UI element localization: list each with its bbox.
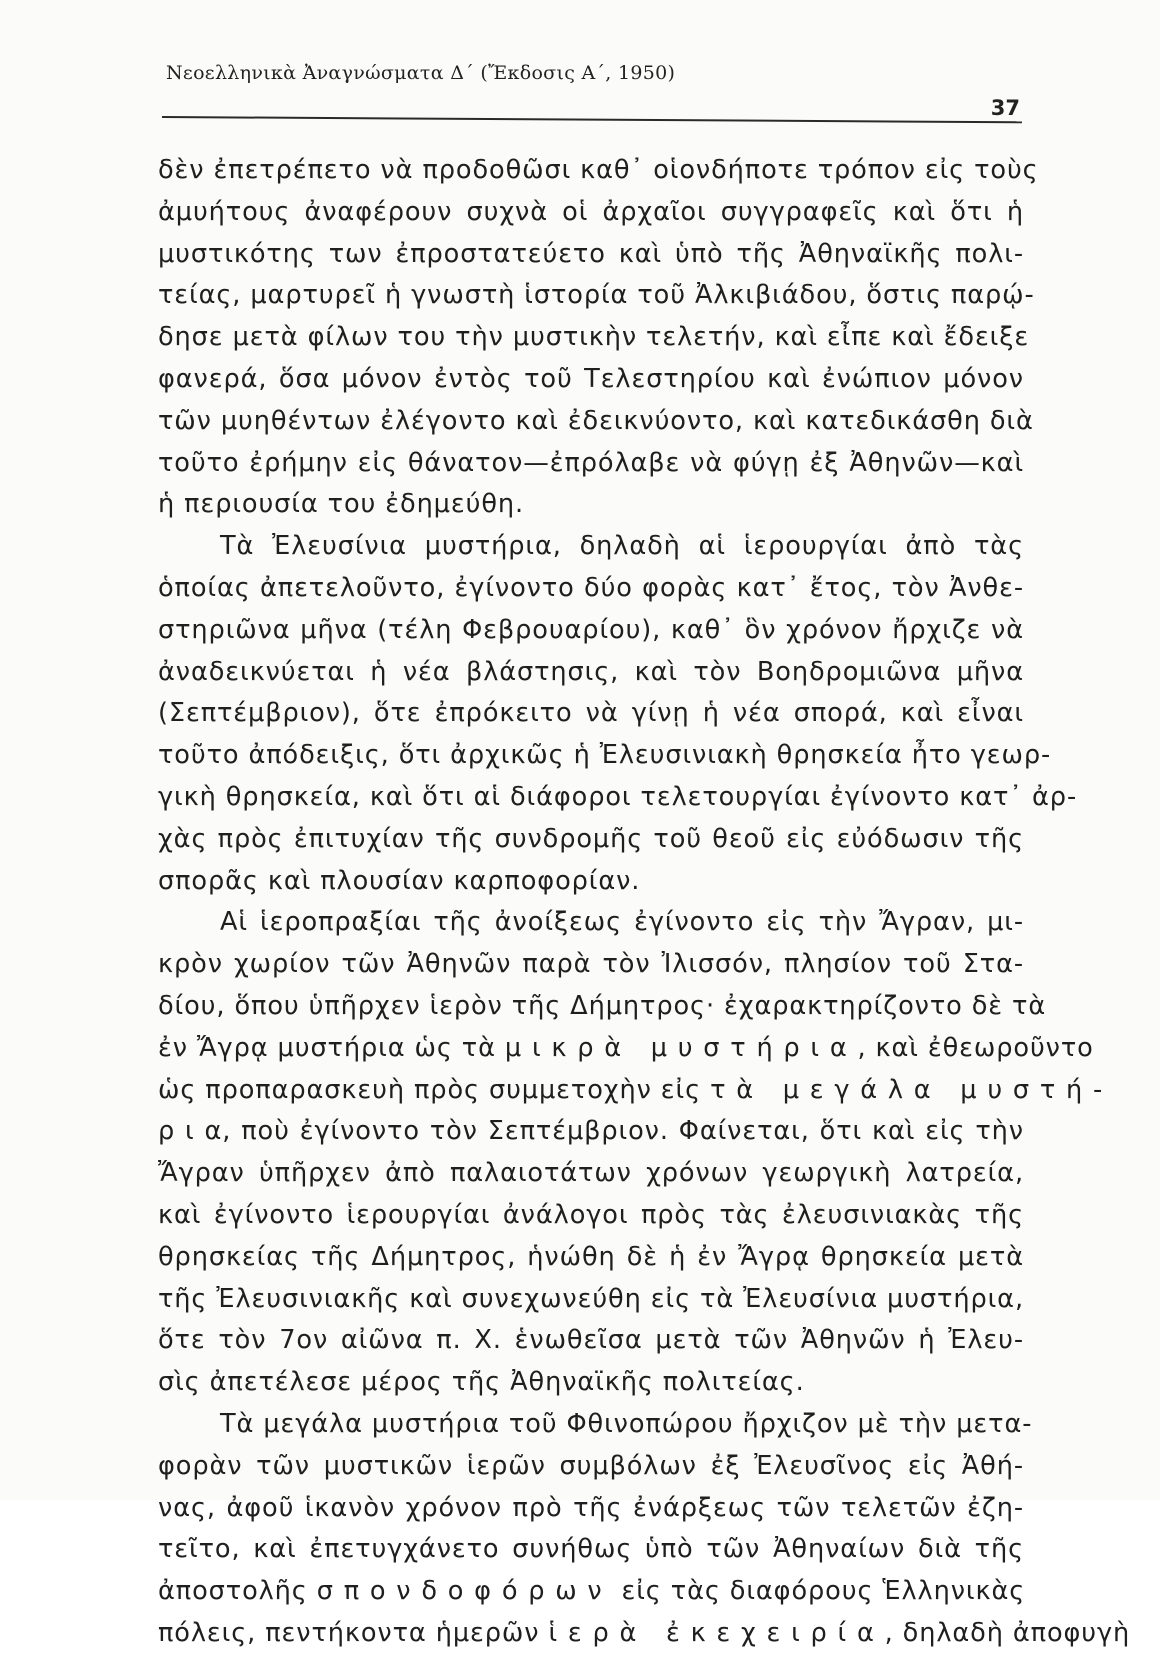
text-line: τοῦτο ἐρήμην εἰς θάνατον—ἐπρόλαβε νὰ φύγῃ ἐξ Ἀθηνῶν—καὶ: [158, 447, 1024, 478]
body-text: [158, 150, 1131, 1655]
text-line: κρὸν χωρίον τῶν Ἀθηνῶν παρὰ τὸν Ἰλισσόν, πλησίον τοῦ Στα-: [158, 949, 1024, 980]
text-line: σὶς ἀπετέλεσε μέρος τῆς Ἀθηναϊκῆς πολιτείας.: [158, 1367, 805, 1398]
text-line: θρησκείας τῆς Δήμητρος, ἡνώθη δὲ ἡ ἐν Ἄγρᾳ θρησκεία μετὰ: [158, 1241, 1024, 1272]
text-line-spaced: [158, 1070, 1113, 1112]
text-line: μυστικότης των ἐπροστατεύετο καὶ ὑπὸ τῆς Ἀθηναϊκῆς πολι-: [158, 238, 1024, 269]
line-part: πόλεις, πεντήκοντα ἡμερῶν: [158, 1617, 540, 1648]
line-part: ἀποστολῆς: [158, 1576, 308, 1607]
text-line: Ἄγραν ὑπῆρχεν ἀπὸ παλαιοτάτων χρόνων γεωργικὴ λατρεία,: [158, 1158, 1024, 1189]
text-line: φορὰν τῶν μυστικῶν ἱερῶν συμβόλων ἐξ Ἐλευσῖνος εἰς Ἀθή-: [158, 1450, 1024, 1481]
paragraph-start-line: Τὰ μεγάλα μυστήρια τοῦ Φθινοπώρου ἤρχιζον μὲ τὴν μετα-: [220, 1408, 1033, 1439]
text-line: σπορᾶς καὶ πλουσίαν καρποφορίαν.: [158, 865, 641, 896]
text-line-spaced: [158, 1613, 1131, 1655]
text-line: (Σεπτέμβριον), ὅτε ἐπρόκειτο νὰ γίνῃ ἡ νέα σπορά, καὶ εἶναι: [158, 698, 1024, 729]
text-line: ἡ περιουσία του ἐδημεύθη.: [158, 489, 525, 520]
page-number: 37: [990, 96, 1020, 120]
text-line: τῆς Ἐλευσινιακῆς καὶ συνεχωνεύθη εἰς τὰ Ἐλευσίνια μυστήρια,: [158, 1283, 1024, 1314]
text-line: δίου, ὅπου ὑπῆρχεν ἱερὸν τῆς Δήμητρος· ἐχαρακτηρίζοντο δὲ τὰ: [158, 990, 1047, 1021]
text-line-spaced: [158, 1571, 1024, 1613]
text-line: ρ ι α, ποὺ ἐγίνοντο τὸν Σεπτέμβριον. Φαίνεται, ὅτι καὶ εἰς τὴν: [158, 1116, 1024, 1147]
text-line: ὅτε τὸν 7ον αἰῶνα π. Χ. ἑνωθεῖσα μετὰ τῶν Ἀθηνῶν ἡ Ἐλευ-: [158, 1325, 1024, 1356]
text-line: ὁποίας ἀπετελοῦντο, ἐγίνοντο δύο φορὰς κατ᾽ ἔτος, τὸν Ἀνθε-: [158, 572, 1024, 603]
text-line: δησε μετὰ φίλων του τὴν μυστικὴν τελετήν, καὶ εἶπε καὶ ἔδειξε: [158, 322, 1030, 353]
text-line: γικὴ θρησκεία, καὶ ὅτι αἱ διάφοροι τελετουργίαι ἐγίνοντο κατ᾽ ἀρ-: [158, 781, 1078, 812]
line-part: , καὶ ἐθεωροῦντο: [857, 1032, 1094, 1063]
text-line-spaced: [158, 1028, 1094, 1070]
text-line: χὰς πρὸς ἐπιτυχίαν τῆς συνδρομῆς τοῦ θεοῦ εἰς εὐόδωσιν τῆς: [158, 823, 1024, 854]
text-line: τοῦτο ἀπόδειξις, ὅτι ἀρχικῶς ἡ Ἐλευσινιακὴ θρησκεία ἦτο γεωρ-: [158, 740, 1052, 771]
spaced-emphasis: τὰ μεγάλα μυστή-: [710, 1074, 1113, 1105]
text-line: τῶν μυηθέντων ἐλέγοντο καὶ ἐδεικνύοντο, καὶ κατεδικάσθη διὰ: [158, 405, 1034, 436]
line-part: ὡς προπαρασκευὴ πρὸς συμμετοχὴν εἰς: [158, 1074, 702, 1105]
spaced-emphasis: μικρὰ μυστήρια: [504, 1032, 858, 1063]
line-part: ἐν Ἄγρᾳ μυστήρια ὡς τὰ: [158, 1032, 496, 1063]
paragraph-start-line: Τὰ Ἐλευσίνια μυστήρια, δηλαδὴ αἱ ἱερουργίαι ἀπὸ τὰς: [220, 531, 1024, 562]
text-line: στηριῶνα μῆνα (τέλη Φεβρουαρίου), καθ᾽ ὃν χρόνον ἤρχιζε νὰ: [158, 614, 1024, 645]
header-rule: [162, 116, 1022, 123]
line-part: , δηλαδὴ ἀποφυγὴ: [884, 1617, 1131, 1648]
text-line: τεῖτο, καὶ ἐπετυγχάνετο συνήθως ὑπὸ τῶν Ἀθηναίων διὰ τῆς: [158, 1534, 1024, 1565]
text-line: ἀμυήτους ἀναφέρουν συχνὰ οἱ ἀρχαῖοι συγγραφεῖς καὶ ὅτι ἡ: [158, 196, 1024, 227]
text-line: τείας, μαρτυρεῖ ἡ γνωστὴ ἱστορία τοῦ Ἀλκιβιάδου, ὅστις παρῴ-: [158, 280, 1035, 311]
text-line: καὶ ἐγίνοντο ἱερουργίαι ἀνάλογοι πρὸς τὰς ἐλευσινιακὰς τῆς: [158, 1199, 1024, 1230]
spaced-emphasis: ἱερὰ ἐκεχειρία: [548, 1617, 885, 1648]
spaced-emphasis: σπονδοφόρων: [316, 1576, 613, 1607]
text-line: φανερά, ὅσα μόνον ἐντὸς τοῦ Τελεστηρίου καὶ ἐνώπιον μόνον: [158, 363, 1024, 394]
text-line: νας, ἀφοῦ ἱκανὸν χρόνον πρὸ τῆς ἐνάρξεως τῶν τελετῶν ἐζη-: [158, 1492, 1024, 1523]
paragraph-start-line: Αἱ ἱεροπραξίαι τῆς ἀνοίξεως ἐγίνοντο εἰς τὴν Ἄγραν, μι-: [220, 907, 1024, 938]
text-line: δὲν ἐπετρέπετο νὰ προδοθῶσι καθ᾽ οἱονδήποτε τρόπον εἰς τοὺς: [158, 155, 1039, 185]
line-part: εἰς τὰς διαφόρους Ἑλληνικὰς: [612, 1576, 1026, 1607]
text-line: ἀναδεικνύεται ἡ νέα βλάστησις, καὶ τὸν Βοηδρομιῶνα μῆνα: [158, 656, 1024, 687]
running-title: Νεοελληνικὰ Ἀναγνώσματα Δ΄ (Ἔκδοσις Α΄, 1950): [166, 62, 676, 84]
